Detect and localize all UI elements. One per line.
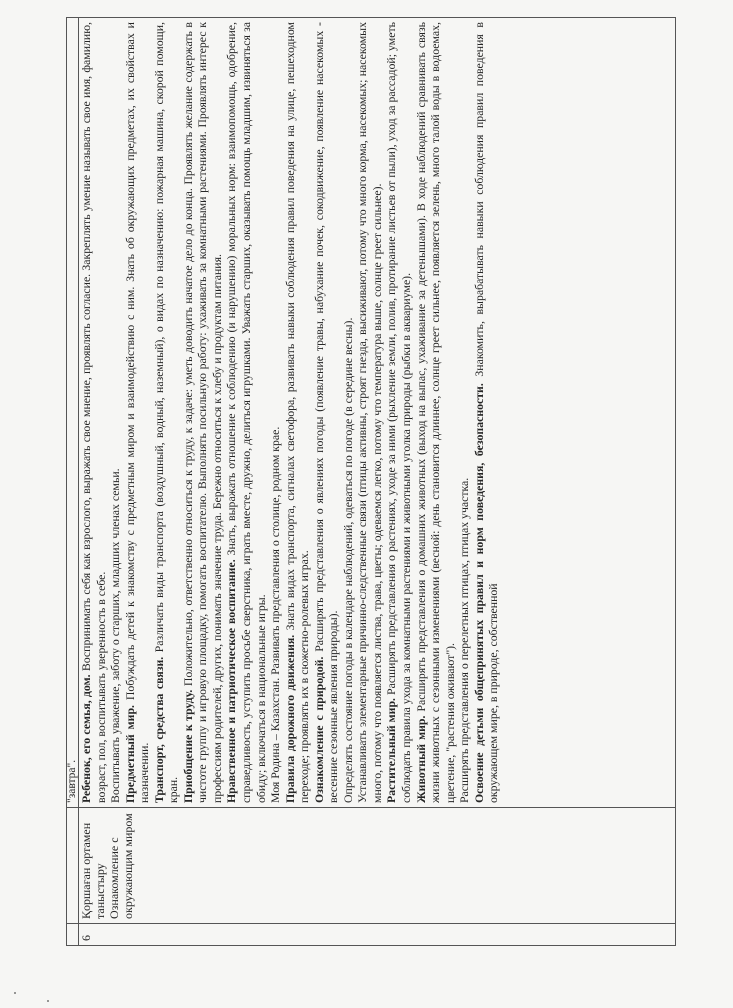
paragraph-text: Побуждать детей к знакомству с предметным миром и взаимодействию с ним. Знать об окружающих предметах, их свойствах и назначении. xyxy=(122,22,152,803)
paragraph-heading: Предметный мир. xyxy=(122,705,137,803)
paragraph-heading: Правила дорожного движения. xyxy=(282,634,297,803)
paragraph-text: Знать видах транспорта, сигналах светофора, развивать навыки соблюдения правил поведения на улице, пешеходном переходе; проявлять их в сюжетно-ролевых играх. xyxy=(282,22,312,803)
paragraph-heading: Нравственное и патриотическое воспитание. xyxy=(224,559,239,803)
content-paragraph xyxy=(79,22,108,803)
paragraph-text: Определять состояние погоды в календаре наблюдений, одеваться по погоде (в середине весны). xyxy=(340,317,355,803)
content-paragraph xyxy=(224,22,268,803)
paragraph-text: Устанавливать элементарные причинно-следственные связи (птицы активны, строят гнезда, высиживают, потому что много корма, насекомых; насекомых много, потому что появляется листва, трава, цветы; одеваемся легко, потому что температура выше, солнце греет сильнее). xyxy=(355,22,384,803)
paragraph-heading: Ребенок, его семья, дом. xyxy=(79,674,93,803)
subject-cell: Қоршаған ортамен таныстыру Ознакомление с окружающим миром xyxy=(79,808,676,924)
content-paragraph xyxy=(123,22,152,803)
paragraph-text: Моя Родина – Казахстан. Развивать представления о столице, родном крае. xyxy=(268,426,283,803)
content-paragraph xyxy=(152,22,181,803)
content-paragraph xyxy=(457,22,472,803)
content-paragraph xyxy=(355,22,384,803)
row-number: 6 xyxy=(79,924,676,946)
content-paragraphs xyxy=(79,22,501,803)
paragraph-text: Расширять представления о домашних животных (выход на выпас, ухаживание за детенышами). В ходе наблюдений сравнивать связь жизни животных с сезонными изменениями (весной: день становится длиннее, солнце греет сильнее, появляется зелень, много талой воды в водоемах, цветение, "растения оживают"). xyxy=(413,21,457,803)
prev-content-cell xyxy=(67,18,79,808)
content-paragraph xyxy=(283,22,312,803)
scan-speck xyxy=(47,1000,49,1002)
content-paragraph xyxy=(108,22,123,803)
paragraph-text: Положительно, ответственно относиться к труду, к задаче: уметь доводить начатое дело до конца. Проявлять желание содержать в чистоте группу и игровую площадку, помогать воспитателю. Выполнять посильную работу: ухаживать за комнатными растениями. Проявлять интерес к профессиям родителей, других, понимать значение труда. Бережно относиться к хлебу и продуктам питания. xyxy=(180,21,224,803)
paragraph-heading: Растительный мир. xyxy=(384,698,399,803)
content-cell xyxy=(79,18,676,808)
prev-row-text: "завтра". xyxy=(66,759,78,803)
scan-speck xyxy=(14,992,16,994)
paragraph-text: Воспринимать себя как взрослого, выражать свое мнение, проявлять согласие. Закреплять умение называть свое имя, фамилию, возраст, пол, воспитывать уверенность в себе. xyxy=(79,21,108,803)
paragraph-heading: Транспорт, средства связи. xyxy=(151,656,166,803)
paragraph-heading: Освоение детьми общепринятых правил и норм поведения, безопасности. xyxy=(471,383,486,803)
paragraph-text: Знать, выражать отношение к соблюдению (и нарушению) моральных норм: взаимопомощь, одобрение, справедливость, уступить просьбе сверстника, играть вместе, дружно, делиться игрушками. Уважать старших, оказывать помощь младшим, извиняться за обиду; включаться в национальные игры. xyxy=(224,22,268,803)
paragraph-heading: Приобщение к труду. xyxy=(180,689,195,803)
prev-subject-cell xyxy=(67,808,79,924)
prev-number-cell xyxy=(67,924,79,946)
curriculum-table xyxy=(66,17,676,946)
content-paragraph xyxy=(181,22,225,803)
content-paragraph xyxy=(268,22,283,803)
paragraph-heading: Ознакомление с природой. xyxy=(311,656,326,803)
paragraph-text: Воспитывать уважение, заботу о старших, младших членах семьи. xyxy=(108,468,123,803)
content-paragraph xyxy=(312,22,341,803)
paragraph-text: Знакомить, вырабатывать навыки соблюдения правил поведения в окружающем мире, в природе, собственной xyxy=(471,22,501,803)
paragraph-text: Различать виды транспорта (воздушный, водный, наземный), о видах по назначению: пожарная машина, скорой помощи, кран. xyxy=(151,21,181,803)
paragraph-heading: Животный мир. xyxy=(413,715,428,803)
content-paragraph xyxy=(341,22,356,803)
table-row-6 xyxy=(79,18,676,946)
rotated-table-area xyxy=(66,18,676,946)
content-paragraph xyxy=(384,22,413,803)
paragraph-text: Расширять представления о явлениях погоды (появление травы, набухание почек, сокодвижение, появление насекомых - весенние сезонные явления природы). xyxy=(311,22,341,803)
content-paragraph xyxy=(472,22,501,803)
content-paragraph xyxy=(414,22,458,803)
paragraph-text: Расширять представления о растениях, уходе за ними (рыхление земли, полив, протирание листьев от пыли), уход за рассадой; уметь соблюдать правила ухода за комнатными растениями и животными уголка природы (рыбки в аквариуме). xyxy=(384,22,414,803)
paragraph-text: Расширять представления о перелетных птицах, птицах участка. xyxy=(457,477,472,803)
table-row-previous xyxy=(67,18,79,946)
